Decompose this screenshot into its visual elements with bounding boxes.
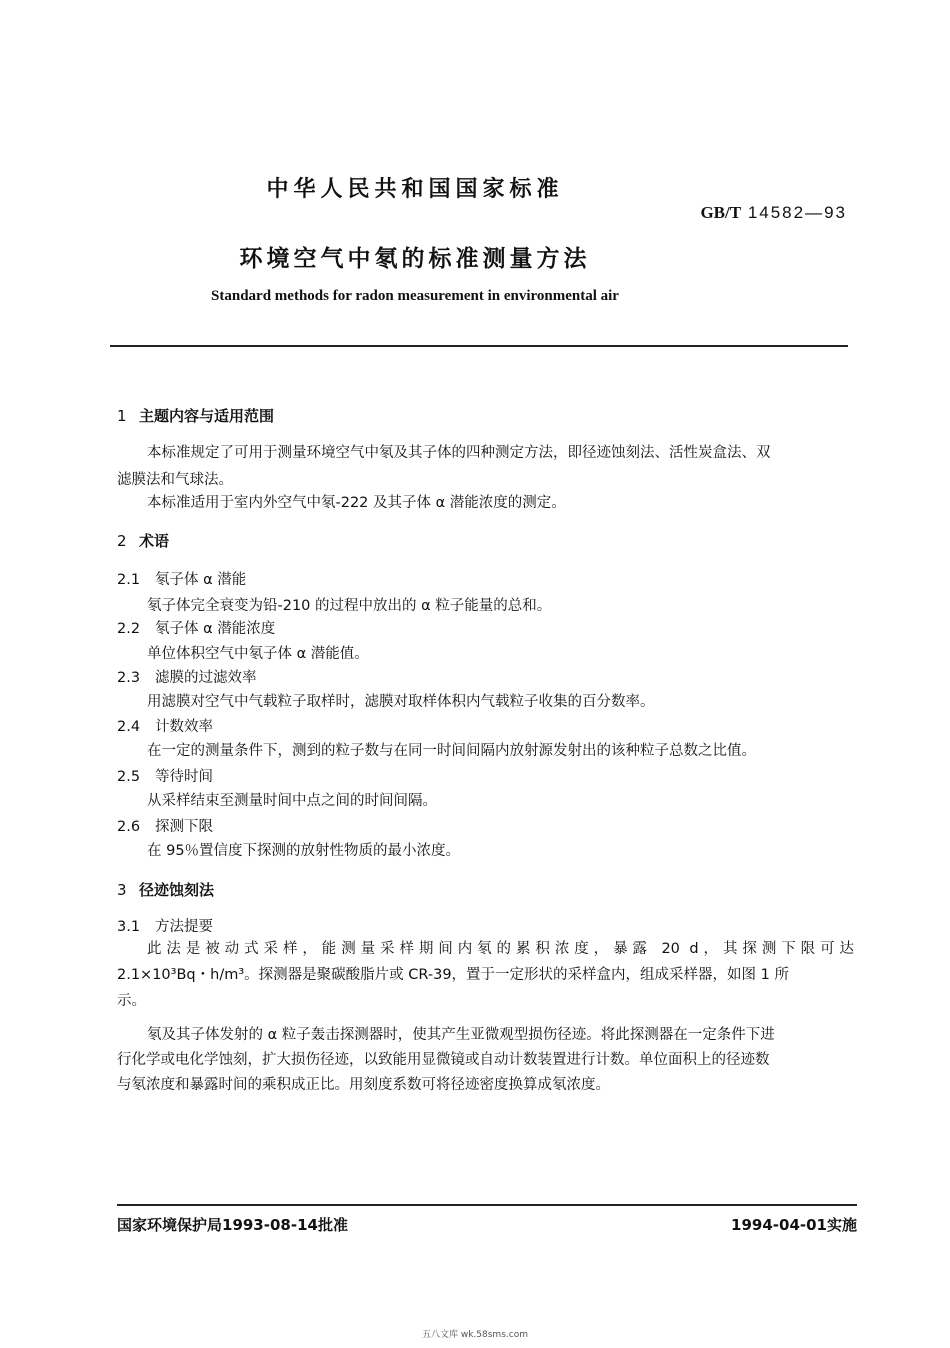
section-3-paragraph-2-line-3: 与氡浓度和暴露时间的乘积成正比。用刻度系数可将径迹密度换算成氡浓度。 — [117, 1077, 610, 1093]
term-number: 2.4 — [117, 719, 141, 735]
term-2-1 — [117, 568, 246, 589]
term-number: 2.3 — [117, 670, 141, 686]
term-2-5-definition: 从采样结束至测量时间中点之间的时间间隔。 — [147, 793, 437, 809]
term-2-6 — [117, 815, 213, 836]
section-2-heading — [117, 530, 169, 551]
footer-divider — [117, 1204, 857, 1206]
section-3-paragraph-2-line-1: 氡及其子体发射的 α 粒子轰击探测器时，使其产生亚微观型损伤径迹。将此探测器在一定条件下进 — [147, 1027, 775, 1043]
term-2-3-definition: 用滤膜对空气中气载粒子取样时，滤膜对取样体积内气载粒子收集的百分数率。 — [147, 694, 655, 710]
approval-note: 国家环境保护局1993-08-14批准 — [117, 1216, 348, 1234]
term-2-1-definition: 氡子体完全衰变为铅-210 的过程中放出的 α 粒子能量的总和。 — [147, 598, 552, 614]
section-1-paragraph-1-line-2: 滤膜法和气球法。 — [117, 472, 233, 488]
standard-code: 14582—93 — [747, 203, 847, 222]
term-number: 2.6 — [117, 819, 141, 835]
term-2-3 — [117, 666, 257, 687]
section-2-number: 2 — [117, 532, 127, 550]
term-name: 滤膜的过滤效率 — [155, 670, 257, 686]
section-1-number: 1 — [117, 407, 127, 425]
term-2-6-definition: 在 95％置信度下探测的放射性物质的最小浓度。 — [147, 843, 461, 859]
standard-prefix: GB/T — [700, 203, 742, 222]
section-3-heading — [117, 879, 214, 900]
section-3-number: 3 — [117, 881, 127, 899]
term-2-2 — [117, 617, 275, 638]
term-name: 氡子体 α 潜能浓度 — [155, 621, 276, 637]
document-title-english: Standard methods for radon measurement in environmental air — [211, 288, 619, 304]
section-3-paragraph-2-line-2: 行化学或电化学蚀刻，扩大损伤径迹，以致能用显微镜或自动计数装置进行计数。单位面积上的径迹数 — [117, 1052, 770, 1068]
document-title-chinese: 环境空气中氡的标准测量方法 — [239, 246, 591, 272]
section-3-title: 径迹蚀刻法 — [139, 881, 215, 899]
section-1-paragraph-1-line-1: 本标准规定了可用于测量环境空气中氡及其子体的四种测定方法，即径迹蚀刻法、活性炭盒法、双 — [147, 445, 771, 461]
section-3-paragraph-1-line-2: 2.1×10³Bq・h/m³。探测器是聚碳酸脂片或 CR-39，置于一定形状的采样盒内，组成采样器，如图 1 所 — [117, 967, 789, 983]
term-name: 探测下限 — [155, 819, 213, 835]
header-divider — [110, 345, 848, 347]
standard-number — [700, 203, 847, 223]
section-1-title: 主题内容与适用范围 — [139, 407, 275, 425]
implementation-date: 1994-04-01实施 — [731, 1216, 857, 1234]
term-2-2-definition: 单位体积空气中氡子体 α 潜能值。 — [147, 646, 369, 662]
standard-category-heading: 中华人民共和国国家标准 — [266, 177, 564, 202]
term-name: 等待时间 — [155, 769, 213, 785]
term-name: 计数效率 — [155, 719, 213, 735]
section-3-paragraph-1-line-1: 此法是被动式采样，能测量采样期间内氡的累积浓度，暴露 20 d，其探测下限可达 — [147, 941, 854, 957]
term-number: 2.2 — [117, 621, 141, 637]
subsection-number: 3.1 — [117, 919, 141, 935]
term-2-4 — [117, 715, 213, 736]
term-2-4-definition: 在一定的测量条件下，测到的粒子数与在同一时间间隔内放射源发射出的该种粒子总数之比值。 — [147, 743, 756, 759]
section-1-paragraph-2: 本标准适用于室内外空气中氡-222 及其子体 α 潜能浓度的测定。 — [147, 495, 566, 511]
section-1-heading — [117, 405, 274, 426]
term-number: 2.5 — [117, 769, 141, 785]
term-2-5 — [117, 765, 213, 786]
section-2-title: 术语 — [139, 532, 170, 550]
term-name: 氡子体 α 潜能 — [155, 572, 247, 588]
term-number: 2.1 — [117, 572, 141, 588]
watermark: 五八文库 wk.58sms.com — [422, 1330, 528, 1340]
subsection-title: 方法提要 — [155, 919, 213, 935]
section-3-paragraph-1-line-3: 示。 — [117, 993, 146, 1009]
subsection-3-1-heading — [117, 915, 213, 936]
